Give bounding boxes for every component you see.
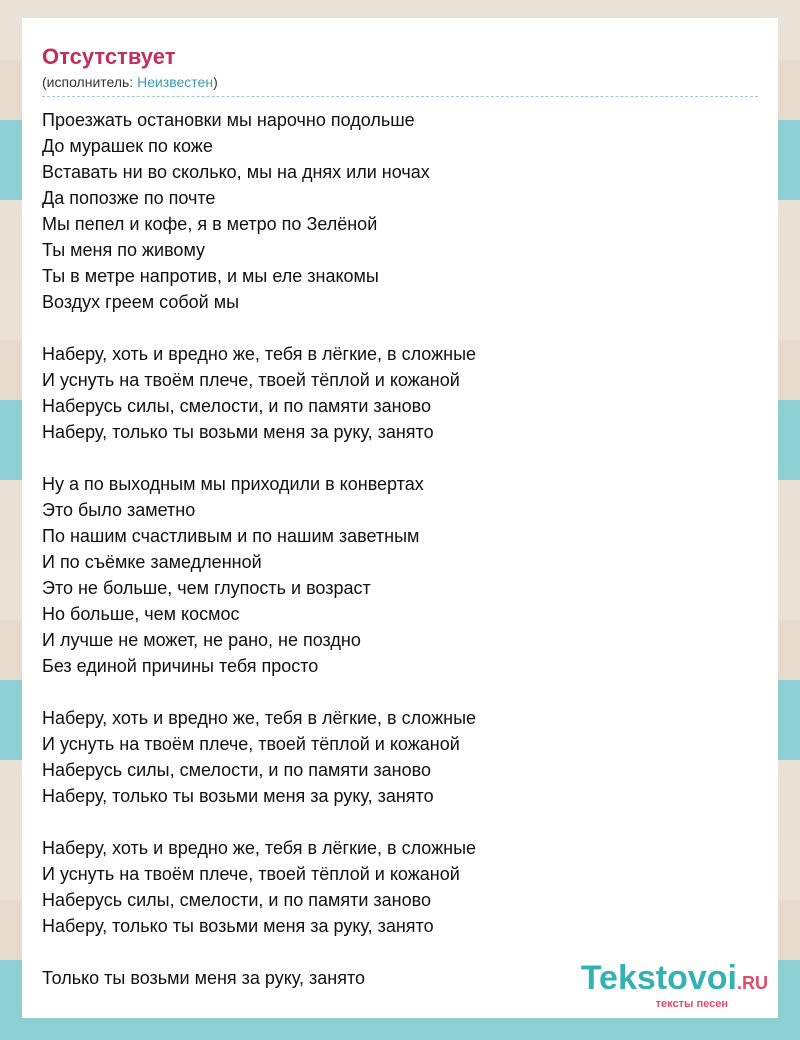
site-logo[interactable] bbox=[581, 961, 768, 1010]
lyric-line: Наберусь силы, смелости, и по памяти заново bbox=[42, 760, 431, 780]
lyric-line: И уснуть на твоём плече, твоей тёплой и кожаной bbox=[42, 734, 460, 754]
lyric-line: Наберу, хоть и вредно же, тебя в лёгкие, в сложные bbox=[42, 708, 477, 728]
lyric-line: Ты в метре напротив, и мы еле знакомы bbox=[42, 266, 379, 286]
artist-line bbox=[42, 72, 758, 97]
lyrics-stanza bbox=[42, 341, 758, 445]
lyric-line: Да попозже по почте bbox=[42, 188, 216, 208]
lyric-line: Только ты возьми меня за руку, занято bbox=[42, 968, 366, 988]
lyric-line: Воздух греем собой мы bbox=[42, 292, 240, 312]
lyrics-stanza bbox=[42, 835, 758, 939]
lyric-line: До мурашек по коже bbox=[42, 136, 213, 156]
lyric-line: По нашим счастливым и по нашим заветным bbox=[42, 526, 420, 546]
lyric-line: Это было заметно bbox=[42, 500, 196, 520]
lyric-line: Без единой причины тебя просто bbox=[42, 656, 319, 676]
lyric-line: Наберу, хоть и вредно же, тебя в лёгкие, в сложные bbox=[42, 838, 477, 858]
artist-link[interactable]: Неизвестен bbox=[137, 74, 214, 90]
lyric-line: Это не больше, чем глупость и возраст bbox=[42, 578, 371, 598]
lyrics-body bbox=[42, 107, 758, 991]
logo-tld: .RU bbox=[737, 973, 768, 993]
lyric-line: И по съёмке замедленной bbox=[42, 552, 262, 572]
lyric-line: Но больше, чем космос bbox=[42, 604, 240, 624]
song-title: Отсутствует bbox=[42, 44, 176, 69]
lyric-line: Ты меня по живому bbox=[42, 240, 206, 260]
logo-tagline: тексты песен bbox=[655, 998, 728, 1010]
lyrics-stanza bbox=[42, 107, 758, 315]
lyric-line: Наберусь силы, смелости, и по памяти заново bbox=[42, 890, 431, 910]
lyric-line: Вставать ни во сколько, мы на днях или ночах bbox=[42, 162, 430, 182]
lyric-line: Наберу, только ты возьми меня за руку, занято bbox=[42, 916, 434, 936]
logo-wordmark bbox=[581, 961, 768, 1000]
lyric-line: Наберусь силы, смелости, и по памяти заново bbox=[42, 396, 431, 416]
lyrics-stanza bbox=[42, 705, 758, 809]
artist-suffix: ) bbox=[213, 74, 218, 90]
lyric-line: И уснуть на твоём плече, твоей тёплой и кожаной bbox=[42, 370, 460, 390]
logo-name: Tekstovoi bbox=[580, 959, 737, 997]
lyric-line: Наберу, хоть и вредно же, тебя в лёгкие, в сложные bbox=[42, 344, 477, 364]
artist-prefix: (исполнитель: bbox=[42, 74, 138, 90]
lyrics-stanza bbox=[42, 471, 758, 679]
lyric-line: Проезжать остановки мы нарочно подольше bbox=[42, 110, 415, 130]
lyrics-card bbox=[22, 18, 778, 1018]
lyric-line: Ну а по выходным мы приходили в конвертах bbox=[42, 474, 424, 494]
lyric-line: Мы пепел и кофе, я в метро по Зелёной bbox=[42, 214, 378, 234]
lyric-line: И уснуть на твоём плече, твоей тёплой и кожаной bbox=[42, 864, 460, 884]
lyric-line: И лучше не может, не рано, не поздно bbox=[42, 630, 361, 650]
lyric-line: Наберу, только ты возьми меня за руку, занято bbox=[42, 422, 434, 442]
lyric-line: Наберу, только ты возьми меня за руку, занято bbox=[42, 786, 434, 806]
